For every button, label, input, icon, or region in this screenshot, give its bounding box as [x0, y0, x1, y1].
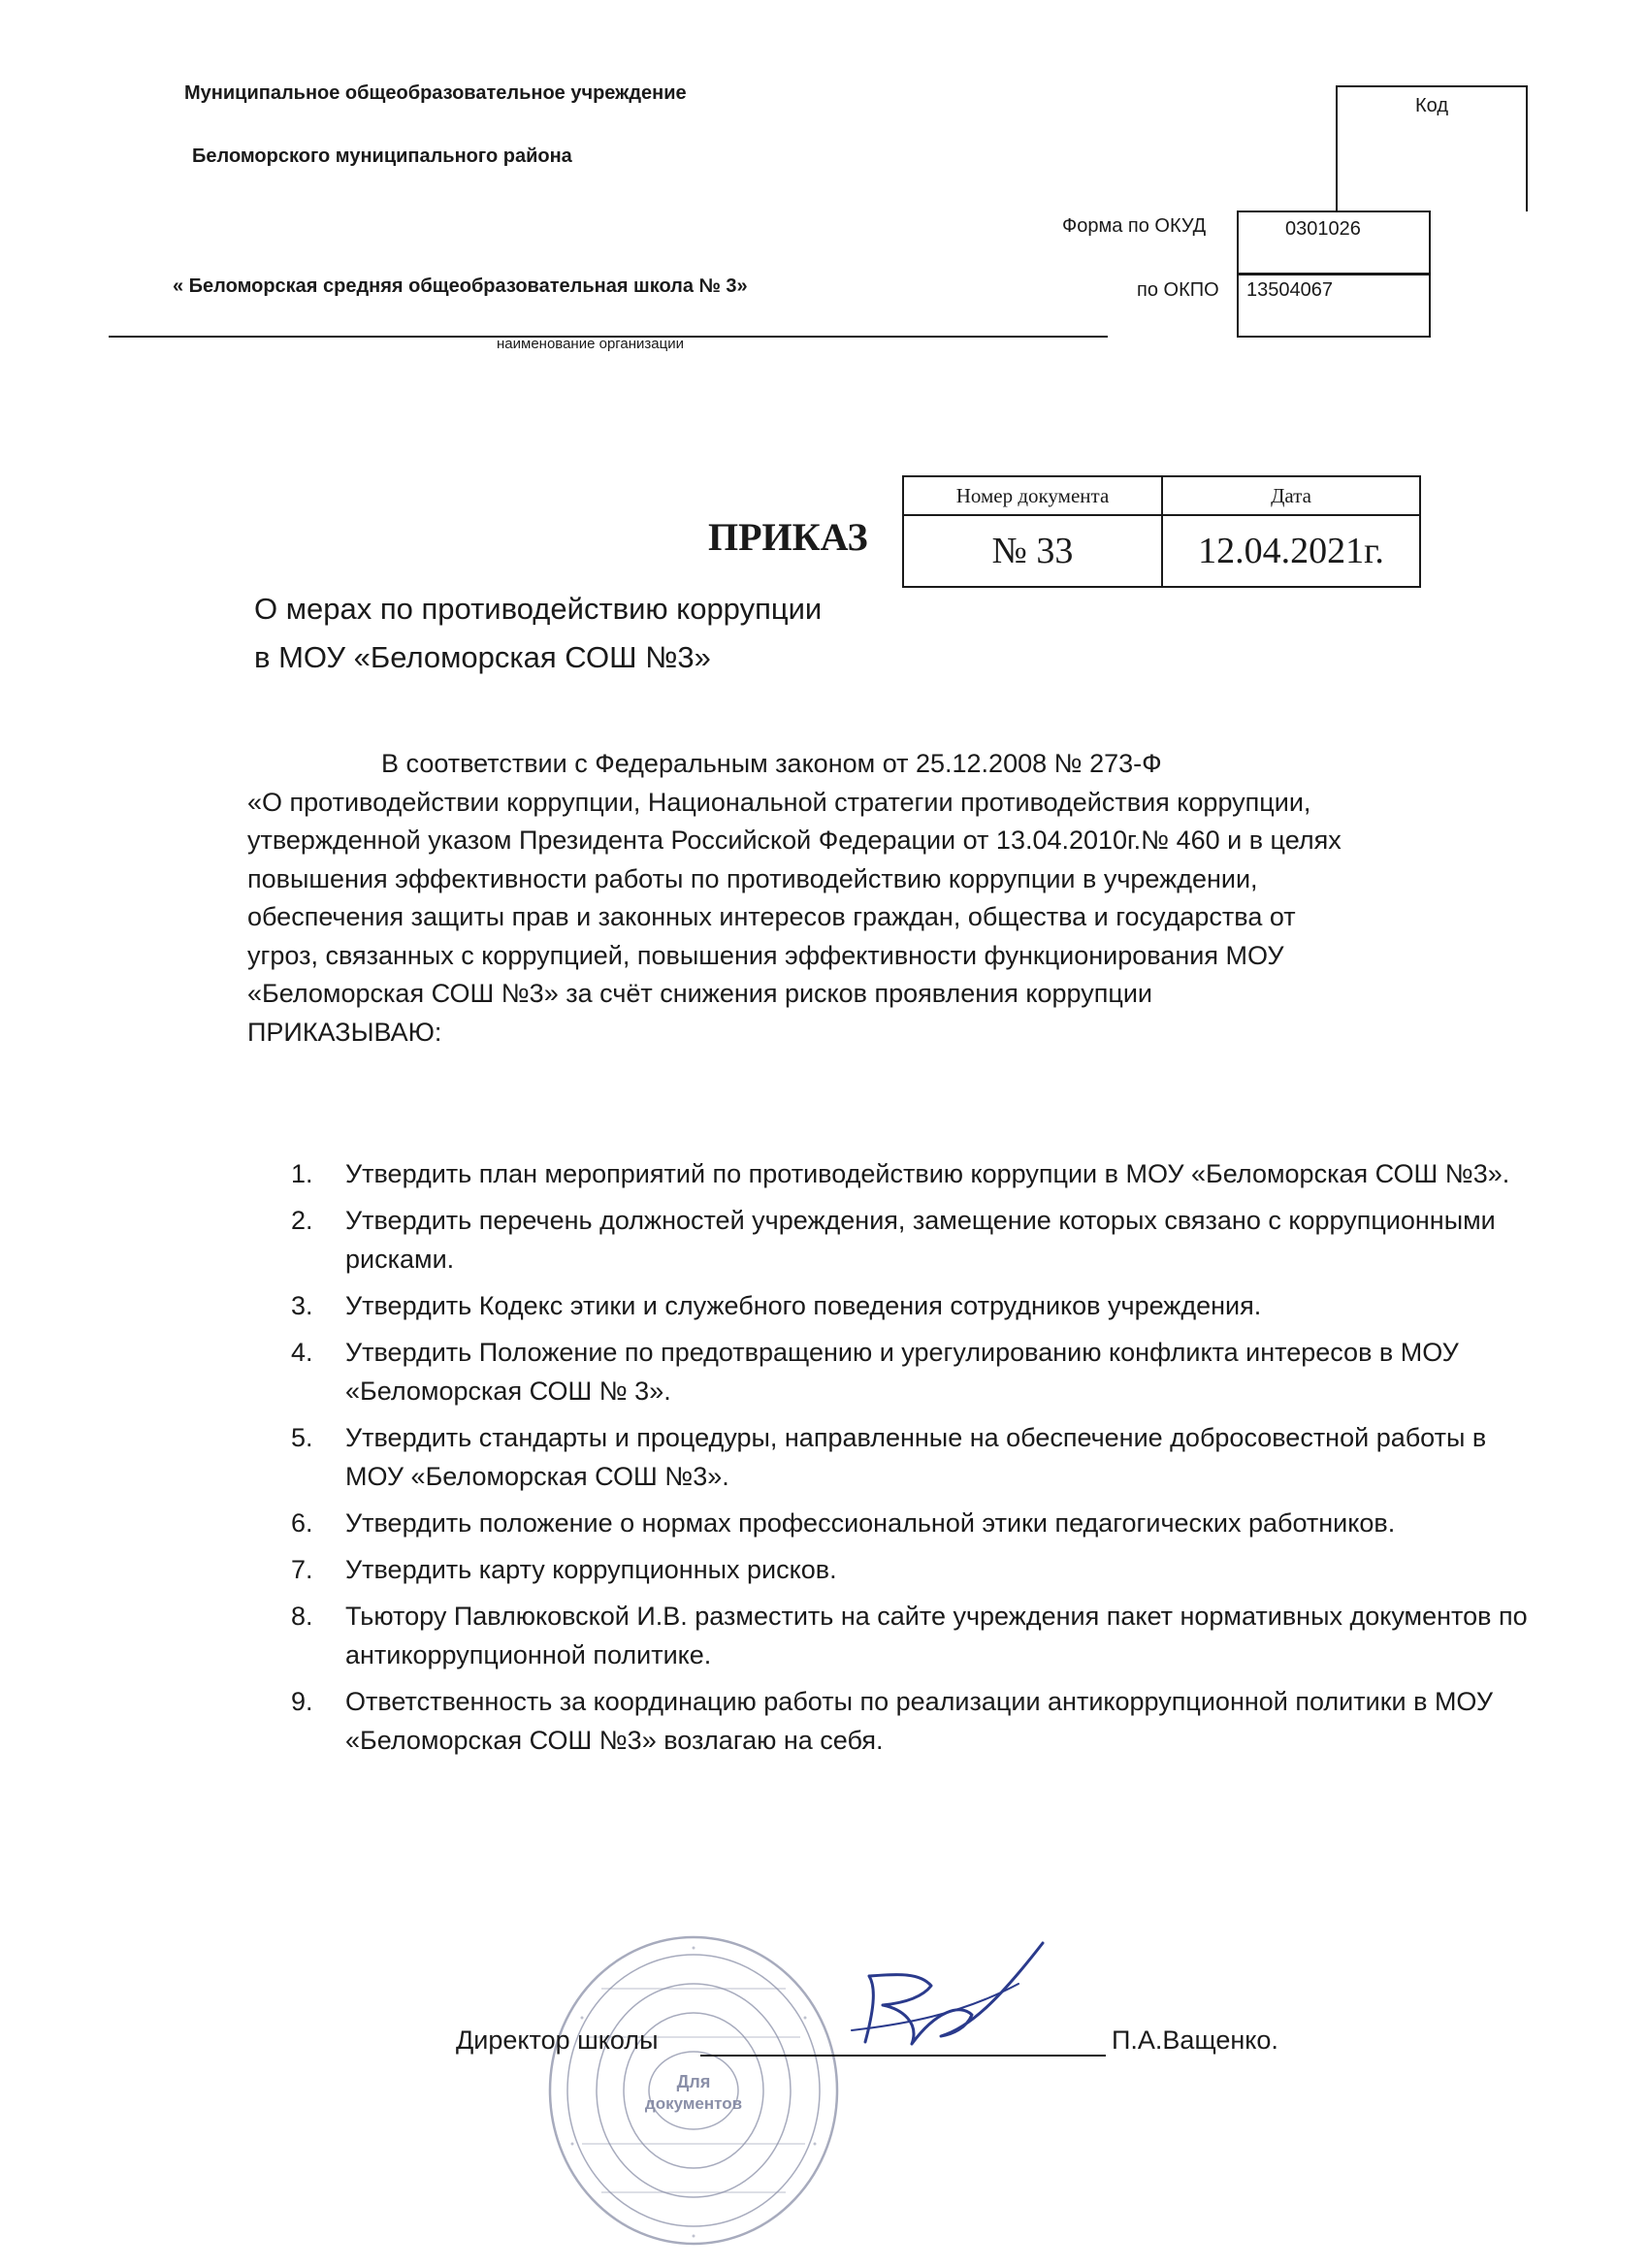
item-number: 4. [291, 1338, 313, 1367]
preamble-line: В соответствии с Федеральным законом от 25.12.2008 № 273-Ф [381, 749, 1162, 778]
item-text: Утвердить перечень должностей учреждения, замещение которых связано с коррупционными рисками. [345, 1206, 1496, 1274]
preamble-line: ПРИКАЗЫВАЮ: [247, 1017, 442, 1047]
list-item [291, 1333, 1542, 1410]
signature-position: Директор школы [456, 2025, 659, 2055]
list-item [291, 1286, 1542, 1325]
number-header: Номер документа [903, 476, 1162, 515]
item-text: Утвердить стандарты и процедуры, направленные на обеспечение добросовестной работы в МОУ «Беломорская СОШ №3». [345, 1423, 1487, 1491]
orders-list [291, 1154, 1542, 1767]
item-text: Утвердить положение о нормах профессиональной этики педагогических работников. [345, 1508, 1396, 1538]
org-caption: наименование организации [497, 336, 685, 352]
item-number: 6. [291, 1508, 313, 1538]
item-number: 9. [291, 1687, 313, 1716]
date-header: Дата [1162, 476, 1420, 515]
stamp-center-text-2: документов [644, 2094, 743, 2113]
stamp-center-text-1: Для [676, 2072, 711, 2091]
list-item [291, 1597, 1542, 1674]
preamble-line: повышения эффективности работы по противодействию коррупции в учреждении, [247, 863, 1258, 893]
item-text: Утвердить карту коррупционных рисков. [345, 1555, 837, 1584]
item-text: Утвердить Кодекс этики и служебного поведения сотрудников учреждения. [345, 1291, 1262, 1320]
preamble-line: угроз, связанных с коррупцией, повышения эффективности функционирования МОУ [247, 940, 1284, 970]
list-item [291, 1418, 1542, 1496]
round-seal-stamp [543, 1930, 844, 2251]
item-number: 8. [291, 1602, 313, 1631]
subject-line-1: О мерах по противодействию коррупции [254, 592, 823, 626]
okpo-value: 13504067 [1246, 279, 1333, 301]
signature-line [700, 2055, 1106, 2057]
item-text: Утвердить Положение по предотвращению и урегулированию конфликта интересов в МОУ «Беломорская СОШ № 3». [345, 1338, 1459, 1406]
document-title: ПРИКАЗ [708, 515, 868, 559]
item-text: Утвердить план мероприятий по противодействию коррупции в МОУ «Беломорская СОШ №3». [345, 1159, 1510, 1188]
preamble-line: «О противодействии коррупции, Национальной стратегии противодействия коррупции, [247, 787, 1311, 817]
list-item [291, 1504, 1542, 1542]
okpo-cell [1237, 274, 1431, 338]
document-date: 12.04.2021г. [1162, 515, 1420, 587]
list-item [291, 1682, 1542, 1760]
list-item [291, 1201, 1542, 1279]
item-text: Ответственность за координацию работы по реализации антикоррупционной политики в МОУ «Беломорская СОШ №3» возлагаю на себя. [345, 1687, 1493, 1755]
subject-line-2: в МОУ «Беломорская СОШ №3» [254, 640, 711, 674]
school-name: « Беломорская средняя общеобразовательная школа № 3» [173, 275, 748, 297]
preamble-line: утвержденной указом Президента Российской Федерации от 13.04.2010г.№ 460 и в целях [247, 826, 1342, 855]
signatory-name: П.А.Ващенко. [1112, 2025, 1278, 2055]
okud-cell [1237, 211, 1431, 275]
code-header-cell [1336, 85, 1528, 211]
institution-line-1: Муниципальное общеобразовательное учреждение [184, 82, 687, 104]
list-item [291, 1550, 1542, 1589]
list-item [291, 1154, 1542, 1193]
handwritten-signature [844, 1935, 1067, 2061]
document-number: № 33 [903, 515, 1162, 587]
item-number: 3. [291, 1291, 313, 1320]
document-number-table [902, 475, 1421, 588]
okpo-label: по ОКПО [1137, 279, 1219, 301]
preamble-line: «Беломорская СОШ №3» за счёт снижения рисков проявления коррупции [247, 979, 1153, 1008]
item-number: 5. [291, 1423, 313, 1452]
item-number: 2. [291, 1206, 313, 1235]
okud-value: 0301026 [1285, 218, 1361, 240]
institution-line-2: Беломорского муниципального района [192, 146, 572, 167]
code-label: Код [1415, 95, 1449, 116]
item-number: 1. [291, 1159, 313, 1188]
okud-label: Форма по ОКУД [1062, 215, 1207, 237]
preamble-line: обеспечения защиты прав и законных интересов граждан, общества и государства от [247, 902, 1296, 931]
item-number: 7. [291, 1555, 313, 1584]
item-text: Тьютору Павлюковской И.В. разместить на сайте учреждения пакет нормативных документов по антикоррупционной политике. [345, 1602, 1528, 1669]
preamble [247, 745, 1528, 1052]
